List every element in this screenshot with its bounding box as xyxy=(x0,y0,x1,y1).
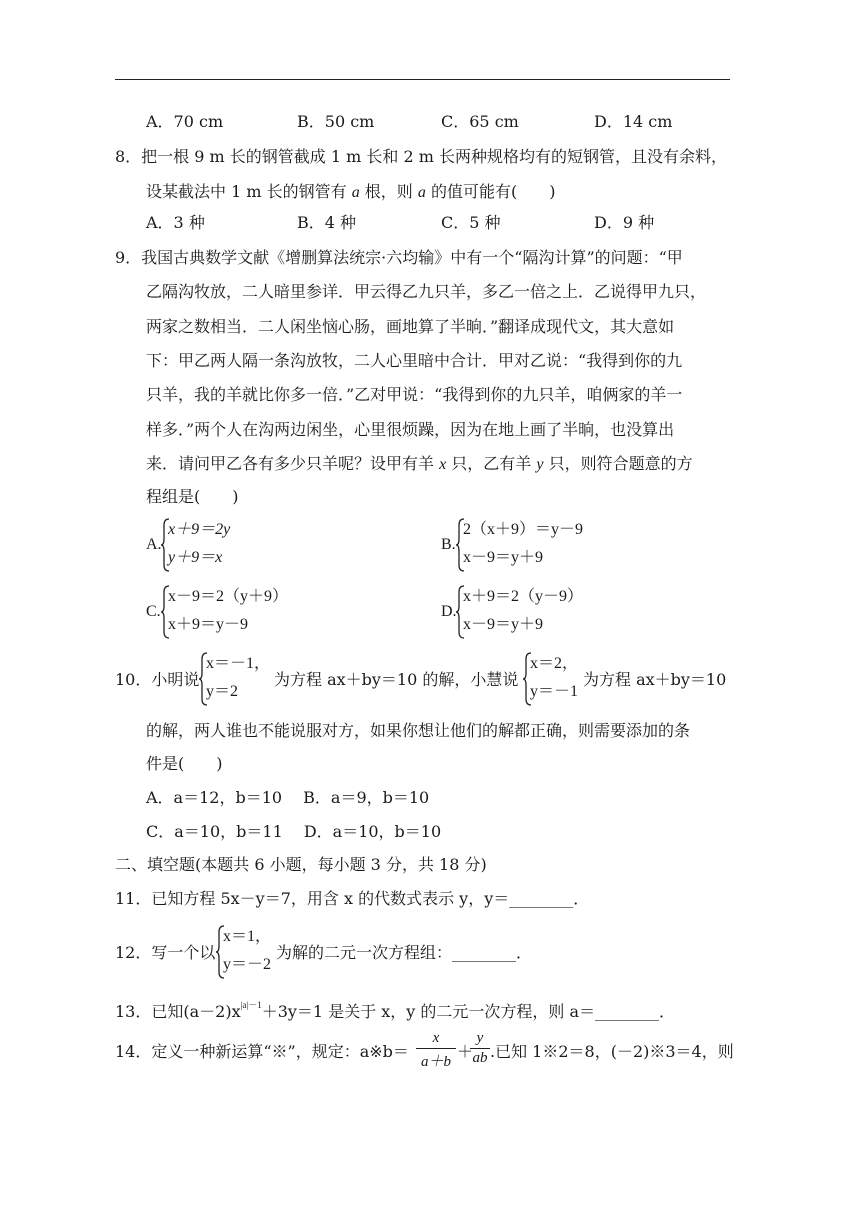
q10-middle: 为方程 ax＋by＝10 的解，小慧说 xyxy=(274,670,519,689)
equation-2: x－9＝y＋9 xyxy=(463,549,544,566)
q9-line-3: 两家之数相当．二人闲坐恼心肠，画地算了半晌．”翻译成现代文，其大意如 xyxy=(146,317,675,336)
q9-line-4: 下：甲乙两人隔一条沟放牧，二人心里暗中合计．甲对乙说：“我得到你的九 xyxy=(146,351,683,370)
q8-option-c[interactable]: C．5 种 xyxy=(441,213,501,232)
q10-options-row-2[interactable]: C．a＝10，b＝11 D．a＝10，b＝10 xyxy=(146,822,442,841)
q10-line-3: 件是( ) xyxy=(146,754,223,773)
equation-1: x＋9＝2y xyxy=(168,521,231,538)
q7-option-b[interactable]: B．50 cm xyxy=(297,112,375,131)
q9-option-c[interactable] xyxy=(146,585,406,641)
numerator: y xyxy=(476,1030,484,1046)
q8-line-2: 设某截法中 1 m 长的钢管有 a 根，则 a 的值可能有( ) xyxy=(146,182,556,201)
option-label: D. xyxy=(441,603,457,620)
q9-option-d[interactable] xyxy=(441,585,701,641)
q13: 13．已知$(a-2)x^{|a|-1}+3y=1$ 是关于 x，y 的二元一次方程，则 a＝________． xyxy=(115,1000,676,1021)
equation-1: x＝1， xyxy=(223,928,272,945)
q9-option-b[interactable] xyxy=(441,518,701,574)
q14-prefix: 14．定义一种新运算“※”，规定：a※b＝ xyxy=(115,1042,409,1061)
q14-suffix: .已知 1※2＝8，(－2)※3＝4，则 xyxy=(490,1042,734,1061)
section-title-fill-in: 二、填空题(本题共 6 小题，每小题 3 分，共 18 分) xyxy=(115,855,487,874)
denominator: ab xyxy=(472,1050,488,1066)
q7-option-a[interactable]: A．70 cm xyxy=(146,112,224,131)
q9-line-2: 乙隔沟牧放，二人暗里参详．甲云得乙九只羊，多乙一倍之上．乙说得甲九只， xyxy=(146,282,707,301)
q9-line-1: 9．我国古典数学文献《增删算法统宗·六均输》中有一个“隔沟计算”的问题：“甲 xyxy=(115,248,683,267)
option-label: C. xyxy=(146,603,161,620)
q7-option-d[interactable]: D．14 cm xyxy=(594,112,673,131)
header-rule xyxy=(115,79,730,80)
equation-1: x＝－1， xyxy=(206,655,271,672)
q11: 11．已知方程 5x－y＝7，用含 x 的代数式表示 y，y＝________． xyxy=(115,889,590,908)
equation-1: x＋9＝2（y－9） xyxy=(463,588,584,605)
q10-system-xiaohui xyxy=(522,652,582,708)
q9-line-6: 样多．”两个人在沟两边闲坐，心里很烦躁，因为在地上画了半晌，也没算出 xyxy=(146,420,675,439)
denominator: a＋b xyxy=(420,1054,451,1070)
q10-line-2: 的解，两人谁也不能说服对方，如果你想让他们的解都正确，则需要添加的条 xyxy=(146,721,691,740)
equation-2: y＝－1 xyxy=(530,683,579,700)
q10-system-xiaoming xyxy=(198,652,270,708)
exponent: |a|－1 xyxy=(240,1000,262,1010)
fraction-1 xyxy=(416,1030,456,1071)
q12-system xyxy=(215,925,275,981)
q10-prefix: 10．小明说 xyxy=(115,670,200,689)
equation-2: y＝－2 xyxy=(223,956,272,973)
q9-option-a[interactable] xyxy=(146,518,346,574)
equation-2: y＋9＝x xyxy=(168,549,223,566)
q7-option-c[interactable]: C．65 cm xyxy=(441,112,519,131)
equation-1: x－9＝2（y＋9） xyxy=(168,588,289,605)
q8-option-d[interactable]: D．9 种 xyxy=(594,213,655,232)
q9-line-8: 程组是( ) xyxy=(146,487,239,506)
q12-prefix: 12．写一个以 xyxy=(115,943,216,962)
q8-option-b[interactable]: B．4 种 xyxy=(297,213,357,232)
q8-line-1: 8．把一根 9 m 长的钢管截成 1 m 长和 2 m 长两种规格均有的短钢管，且没有余料， xyxy=(115,147,728,166)
q12-suffix: 为解的二元一次方程组：________． xyxy=(276,943,533,962)
numerator: x xyxy=(432,1030,440,1046)
q9-line-5: 只羊，我的羊就比你多一倍．”乙对甲说：“我得到你的九只羊，咱俩家的羊一 xyxy=(146,385,683,404)
q10-options-row-1[interactable]: A．a＝12，b＝10 B．a＝9，b＝10 xyxy=(146,788,430,807)
q8-option-a[interactable]: A．3 种 xyxy=(146,213,205,232)
equation-2: x－9＝y＋9 xyxy=(463,616,544,633)
equation-2: x＋9＝y－9 xyxy=(168,616,249,633)
plus-sign: ＋ xyxy=(457,1042,474,1061)
equation-1: x＝2， xyxy=(530,655,579,672)
option-label: B. xyxy=(441,536,456,553)
option-label: A. xyxy=(146,536,162,553)
q9-line-7: 来．请问甲乙各有多少只羊呢？设甲有羊 x 只，乙有羊 y 只，则符合题意的方 xyxy=(146,454,693,473)
q10-suffix: 为方程 ax＋by＝10 xyxy=(583,670,727,689)
fraction-2 xyxy=(470,1030,490,1067)
equation-2: y＝2 xyxy=(206,683,239,700)
equation-1: 2（x＋9）＝y－9 xyxy=(463,521,584,538)
